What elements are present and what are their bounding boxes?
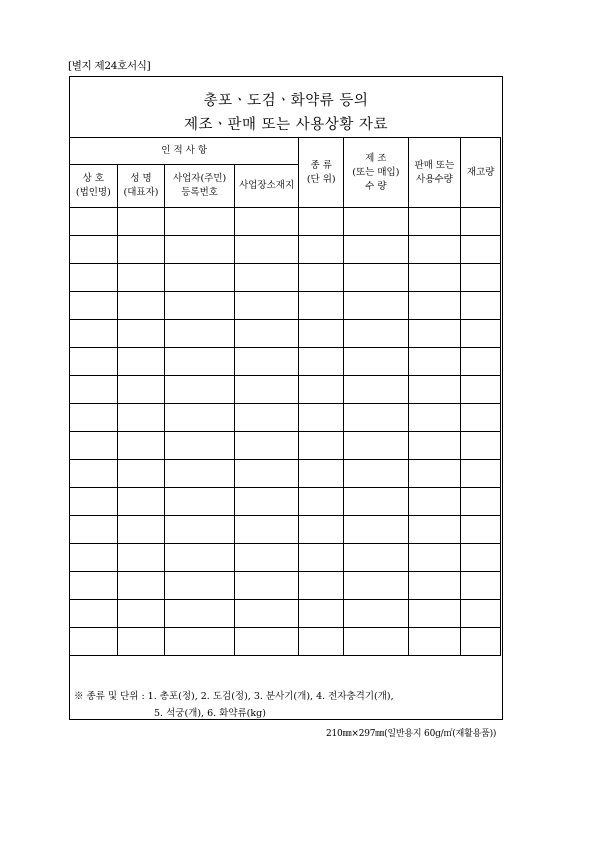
table-cell[interactable] [344,572,409,600]
table-row [70,600,501,628]
table-row [70,292,501,320]
table-cell[interactable] [461,516,501,544]
table-cell[interactable] [165,264,234,292]
table-cell[interactable] [299,348,344,376]
table-cell[interactable] [299,320,344,348]
table-cell[interactable] [70,516,118,544]
table-cell[interactable] [165,376,234,404]
table-cell[interactable] [117,544,165,572]
table-cell[interactable] [408,292,461,320]
header-address: 사업장소재지 [234,165,299,208]
table-cell[interactable] [408,236,461,264]
table-cell[interactable] [165,460,234,488]
table-cell[interactable] [165,320,234,348]
header-registration-number: 사업자(주민) 등록번호 [165,165,234,208]
table-cell[interactable] [344,516,409,544]
table-cell[interactable] [461,460,501,488]
table-cell[interactable] [70,628,118,656]
table-cell[interactable] [117,320,165,348]
table-cell[interactable] [344,264,409,292]
table-row [70,572,501,600]
header-manufacture-qty: 제 조 (또는 매입) 수 량 [344,138,409,208]
table-row [70,516,501,544]
table-cell[interactable] [461,264,501,292]
table-cell[interactable] [234,208,299,236]
table-cell[interactable] [461,572,501,600]
table-cell[interactable] [117,572,165,600]
table-cell[interactable] [117,404,165,432]
form-title-line2: 제조ㆍ판매 또는 사용상황 자료 [184,117,388,133]
table-cell[interactable] [461,488,501,516]
table-cell[interactable] [165,236,234,264]
header-sales-qty: 판매 또는 사용수량 [408,138,461,208]
table-cell[interactable] [70,236,118,264]
table-cell[interactable] [344,600,409,628]
table-cell[interactable] [461,600,501,628]
table-cell[interactable] [70,488,118,516]
table-cell[interactable] [234,320,299,348]
header-person-name: 성 명 (대표자) [117,165,165,208]
table-cell[interactable] [234,376,299,404]
table-row [70,320,501,348]
table-row [70,208,501,236]
form-frame [69,76,503,720]
header-type: 종 류 (단 위) [299,138,344,208]
table-cell[interactable] [299,432,344,460]
table-cell[interactable] [234,292,299,320]
table-cell[interactable] [344,544,409,572]
table-cell[interactable] [344,488,409,516]
table-row [70,488,501,516]
table-cell[interactable] [70,432,118,460]
table-cell[interactable] [461,628,501,656]
table-cell[interactable] [117,460,165,488]
table-cell[interactable] [165,404,234,432]
table-cell[interactable] [165,516,234,544]
table-cell[interactable] [165,488,234,516]
table-cell[interactable] [408,404,461,432]
table-cell[interactable] [70,544,118,572]
table-cell[interactable] [299,404,344,432]
table-cell[interactable] [165,600,234,628]
table-cell[interactable] [234,600,299,628]
table-cell[interactable] [344,236,409,264]
table-cell[interactable] [344,292,409,320]
table-cell[interactable] [408,600,461,628]
table-cell[interactable] [299,460,344,488]
table-cell[interactable] [299,292,344,320]
footnote-line2: 5. 석궁(개), 6. 화약류(kg) [154,708,266,719]
table-cell[interactable] [234,488,299,516]
table-cell[interactable] [117,236,165,264]
table-cell[interactable] [117,516,165,544]
table-cell[interactable] [165,572,234,600]
table-cell[interactable] [461,544,501,572]
table-row [70,544,501,572]
table-cell[interactable] [234,348,299,376]
form-label: [별지 제24호서식] [68,60,151,72]
table-cell[interactable] [165,544,234,572]
table-row [70,376,501,404]
table-row [70,236,501,264]
table-cell[interactable] [234,628,299,656]
table-row [70,404,501,432]
table-row [70,432,501,460]
table-cell[interactable] [70,404,118,432]
table-cell[interactable] [299,600,344,628]
table-cell[interactable] [299,516,344,544]
record-table [69,137,501,656]
table-cell[interactable] [117,292,165,320]
table-cell[interactable] [344,432,409,460]
table-row [70,628,501,656]
table-cell[interactable] [408,488,461,516]
table-cell[interactable] [408,460,461,488]
table-cell[interactable] [461,292,501,320]
table-cell[interactable] [299,544,344,572]
table-cell[interactable] [408,572,461,600]
table-cell[interactable] [117,208,165,236]
form-title-line1: 총포ㆍ도검ㆍ화약류 등의 [203,93,369,109]
footnote-line1: ※ 종류 및 단위 : 1. 총포(정), 2. 도검(정), 3. 분사기(개), 4. 전자충격기(개), [74,691,394,702]
table-cell[interactable] [344,208,409,236]
table-row [70,348,501,376]
table-cell[interactable] [234,516,299,544]
table-cell[interactable] [408,320,461,348]
table-cell[interactable] [70,460,118,488]
table-cell[interactable] [70,292,118,320]
table-cell[interactable] [234,236,299,264]
table-cell[interactable] [461,348,501,376]
table-cell[interactable] [408,628,461,656]
table-cell[interactable] [344,460,409,488]
table-cell[interactable] [165,432,234,460]
table-cell[interactable] [117,600,165,628]
table-cell[interactable] [344,348,409,376]
table-cell[interactable] [234,264,299,292]
table-row [70,264,501,292]
table-cell[interactable] [299,264,344,292]
table-cell[interactable] [299,236,344,264]
table-cell[interactable] [299,572,344,600]
table-cell[interactable] [408,348,461,376]
table-cell[interactable] [165,628,234,656]
table-cell[interactable] [70,320,118,348]
table-cell[interactable] [234,572,299,600]
table-cell[interactable] [344,628,409,656]
table-cell[interactable] [408,376,461,404]
table-cell[interactable] [117,432,165,460]
table-cell[interactable] [70,376,118,404]
table-cell[interactable] [234,432,299,460]
table-cell[interactable] [117,488,165,516]
table-cell[interactable] [408,264,461,292]
table-cell[interactable] [344,404,409,432]
table-cell[interactable] [299,208,344,236]
table-cell[interactable] [461,236,501,264]
table-cell[interactable] [234,404,299,432]
table-cell[interactable] [117,628,165,656]
table-cell[interactable] [408,544,461,572]
table-cell[interactable] [408,516,461,544]
table-cell[interactable] [70,348,118,376]
table-cell[interactable] [461,404,501,432]
table-cell[interactable] [461,320,501,348]
table-cell[interactable] [461,432,501,460]
table-cell[interactable] [461,376,501,404]
table-cell[interactable] [234,544,299,572]
table-cell[interactable] [117,376,165,404]
table-cell[interactable] [117,348,165,376]
table-cell[interactable] [165,292,234,320]
table-cell[interactable] [70,208,118,236]
table-cell[interactable] [70,600,118,628]
table-cell[interactable] [70,572,118,600]
table-cell[interactable] [70,264,118,292]
table-cell[interactable] [299,488,344,516]
paper-size-note: 210㎜×297㎜(일반용지 60g/㎡(재활용품)) [326,729,497,739]
table-cell[interactable] [299,628,344,656]
table-cell[interactable] [461,208,501,236]
table-cell[interactable] [408,432,461,460]
table-cell[interactable] [344,376,409,404]
table-row [70,460,501,488]
table-cell[interactable] [408,208,461,236]
table-cell[interactable] [165,348,234,376]
table-cell[interactable] [117,264,165,292]
table-cell[interactable] [299,376,344,404]
header-personal-info: 인 적 사 항 [70,138,299,165]
table-cell[interactable] [234,460,299,488]
table-cell[interactable] [165,208,234,236]
table-cell[interactable] [344,320,409,348]
header-stock: 재고량 [461,138,501,208]
header-company-name: 상 호 (법인명) [70,165,118,208]
